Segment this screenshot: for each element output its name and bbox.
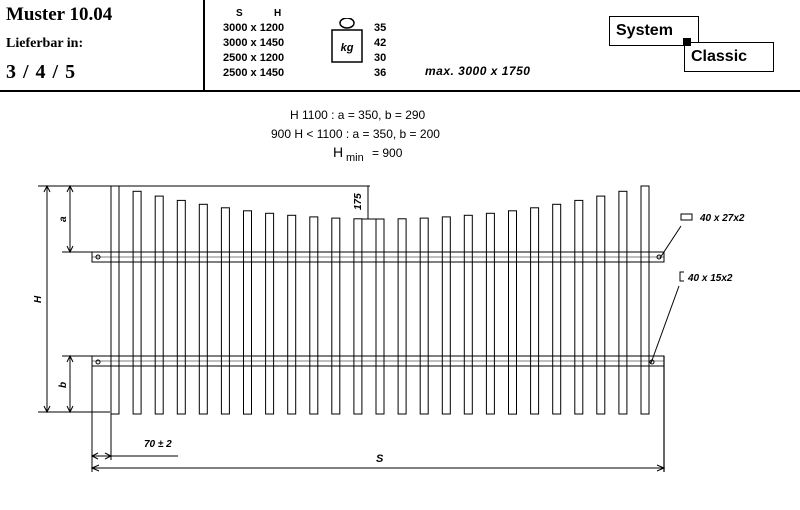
hmin-sub: min <box>346 152 364 164</box>
availability-label: Lieferbar in: <box>6 36 84 51</box>
picket <box>199 204 207 414</box>
dim-s <box>92 465 664 471</box>
picket <box>464 215 472 414</box>
system-name-box: Classic <box>684 42 774 72</box>
hmin-value: = 900 <box>372 146 403 160</box>
max-size: max. 3000 x 1750 <box>425 64 531 78</box>
dim-s-label: S <box>376 453 384 465</box>
picket <box>398 219 406 414</box>
picket <box>288 215 296 414</box>
picket <box>177 200 185 414</box>
picket <box>111 186 119 414</box>
picket <box>641 186 649 414</box>
picket <box>442 217 450 414</box>
spec-dims: 2500 x 1200 <box>223 52 285 64</box>
dim-70 <box>92 412 178 460</box>
pickets-group <box>111 186 649 414</box>
picket <box>376 219 384 414</box>
weight-unit: kg <box>340 42 354 54</box>
dim-a-label: a <box>58 216 69 222</box>
picket <box>619 191 627 414</box>
spec-dims: 3000 x 1450 <box>223 37 285 49</box>
spec-weight: 36 <box>374 67 387 79</box>
dim-175 <box>362 186 384 219</box>
picket <box>354 219 362 414</box>
picket <box>597 196 605 414</box>
spec-dims: 2500 x 1450 <box>223 67 285 79</box>
note-2: 900 H < 1100 : a = 350, b = 200 <box>271 127 440 141</box>
picket <box>133 191 141 414</box>
picket <box>420 218 428 414</box>
pattern-title: Muster 10.04 <box>6 4 113 25</box>
picket <box>310 217 318 414</box>
spec-dims: 3000 x 1200 <box>223 22 285 34</box>
available-sizes: 3 / 4 / 5 <box>6 61 77 83</box>
picket <box>244 211 252 414</box>
callout-upper-label: 40 x 27x2 <box>700 213 745 224</box>
spec-weight: 42 <box>374 37 387 49</box>
callout-lower-label: 40 x 15x2 <box>688 273 733 284</box>
picket <box>266 213 274 414</box>
picket <box>509 211 517 414</box>
rail-bolt <box>96 360 100 364</box>
dim-h-label: H <box>33 295 44 303</box>
system-label-box: System <box>609 16 699 46</box>
picket <box>332 218 340 414</box>
note-1: H 1100 : a = 350, b = 290 <box>290 108 426 122</box>
callout-upper <box>660 214 692 258</box>
spec-weight: 35 <box>374 22 387 34</box>
dim-175-label: 175 <box>353 193 364 210</box>
picket <box>553 204 561 414</box>
picket <box>221 208 229 414</box>
hmin-symbol: H <box>333 144 344 160</box>
spec-col-s: S <box>236 8 243 19</box>
callout-lower <box>651 272 684 363</box>
spec-col-h: H <box>274 8 282 19</box>
picket <box>486 213 494 414</box>
picket <box>531 208 539 414</box>
dim-70-label: 70 ± 2 <box>144 439 172 450</box>
picket <box>155 196 163 414</box>
dim-b-label: b <box>58 381 69 388</box>
picket <box>575 200 583 414</box>
spec-weight: 30 <box>374 52 387 64</box>
